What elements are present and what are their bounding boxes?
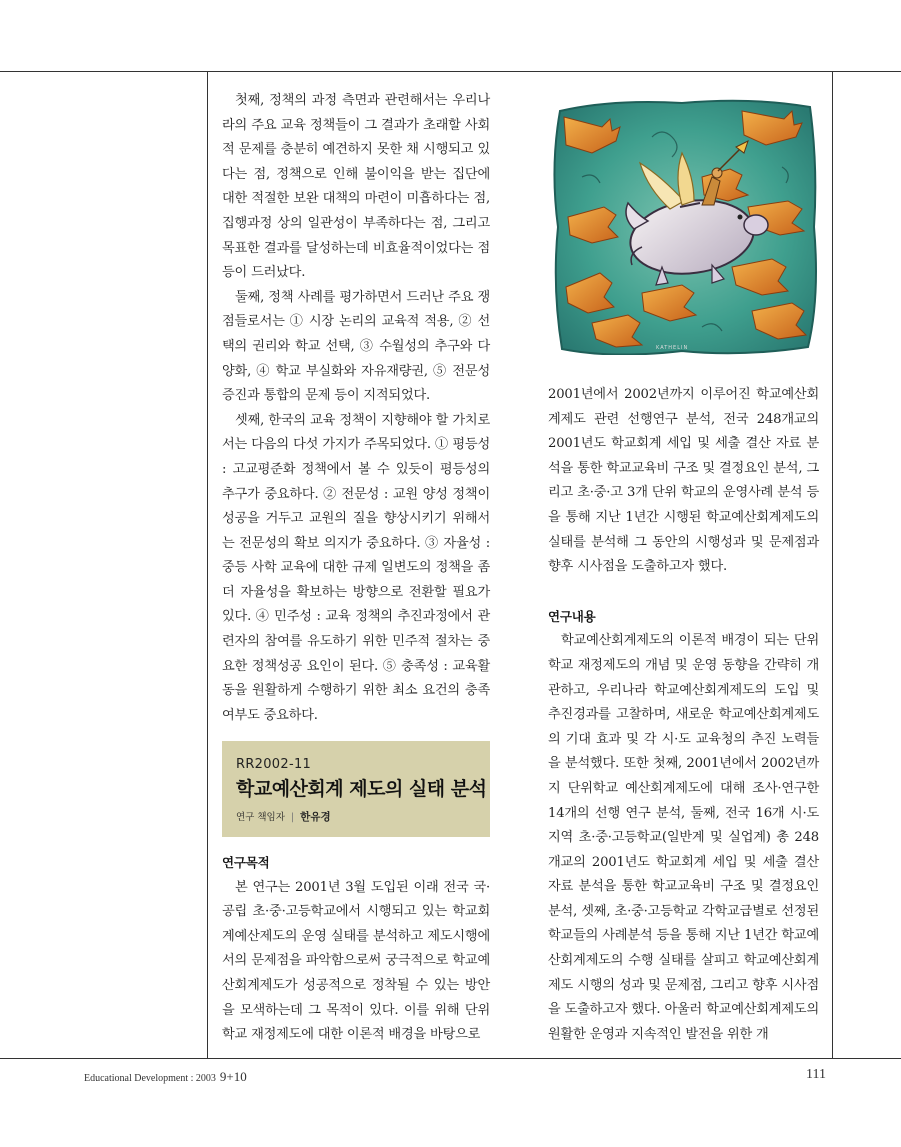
illustration-signature: KATHELIN [656,345,689,351]
right-vertical-rule [832,71,833,1059]
author-label: 연구 책임자 [236,812,285,823]
bottom-rule [0,1058,901,1059]
page-number: 111 [806,1067,826,1082]
right-column-text [548,383,819,1047]
paragraph: 학교예산회계제도의 이론적 배경이 되는 단위학교 재정제도의 개념 및 운영 동향을 간략히 개관하고, 우리나라 학교예산회계제도의 도입 및 추진경과를 고찰하며, 새로운 학교예산회계제도의 기대 효과 및 각 시·도 교육청의 추진 노력들을 분석했다. 또한 첫째, 2001년에서 2002년까지 단위학교 예산회계제도에 대해 조사·연구한 14개의 선행 연구 분석, 둘째, 전국 16개 시·도 지역 초·중·고등학교(일반계 및 실업계) 총 248개교의 2001년도 학교회계 세입 및 세출 결산 자료 분석을 통한 학교교육비 구조 및 결정요인 분석, 셋째, 초·중·고등학교 각학교급별로 선정된 학교들의 사례분석 등을 통해 지난 1년간 학교예산회계제도의 수행 실태를 살피고 학교예산회계제도 시행의 성과 및 문제점, 그리고 향후 시사점을 도출하고자 했다. 아울러 학교예산회계제도의 원활한 운영과 지속적인 발전을 위한 개 [548,633,819,1042]
footer-journal [84,1069,247,1085]
author-separator: | [290,812,295,823]
paragraph: 2001년에서 2002년까지 이루어진 학교예산회계제도 관련 선행연구 분석, 전국 248개교의 2001년도 학교회계 세입 및 세출 결산 자료 분석을 통한 학교교육비 구조 및 결정요인 분석, 그리고 초·중·고 3개 단위 학교의 운영사례 분석 등을 통해 지난 1년간 시행된 학교예산회계제도의 실태를 분석해 그 동안의 시행성과 및 문제점과 향후 시사점을 도출하고자 했다. [548,387,819,575]
paragraph: 셋째, 한국의 교육 정책이 지향해야 할 가치로서는 다음의 다섯 가지가 주목되었다. ① 평등성 : 고교평준화 정책에서 볼 수 있듯이 평등성의 추구가 중요하다. ② 전문성 : 교원 양성 정책이 성공을 거두고 교원의 질을 향상시키기 위해서는 전문성의 확보 의지가 중요하다. ③ 자율성 : 중등 사학 교육에 대한 규제 일변도의 정책을 좀더 자율성을 확보하는 방향으로 전환할 필요가 있다. ④ 민주성 : 교육 정책의 추진과정에서 관련자의 참여를 유도하기 위한 민주적 절차는 중요한 정책성공 요인이 된다. ⑤ 충족성 : 교육활동을 원활하게 수행하기 위한 최소 요건의 충족 여부도 중요하다. [222,412,490,723]
top-rule [0,71,901,72]
author-name: 한유경 [300,811,331,823]
left-column-text [222,89,490,728]
section-heading: 연구내용 [548,608,596,624]
report-title: 학교예산회계 제도의 실태 분석 [236,778,487,800]
journal-name: Educational Development : 2003 [84,1073,216,1084]
purpose-section [222,851,490,1048]
piggy-bank-illustration [552,97,818,355]
paragraph: 둘째, 정책 사례를 평가하면서 드러난 주요 쟁점들로서는 ① 시장 논리의 교육적 적용, ② 선택의 권리와 학교 선택, ③ 수월성의 추구와 다양화, ④ 학교 부실화와 자유재량권, ⑤ 전문성 증진과 통합의 문제 등이 지적되었다. [222,289,490,404]
issue-number: 9+10 [219,1069,247,1084]
paragraph: 본 연구는 2001년 3월 도입된 이래 전국 국·공립 초·중·고등학교에서 시행되고 있는 학교회계예산제도의 운영 실태를 분석하고 제도시행에서의 문제점을 파악함으로써 궁극적으로 학교예산회계제도가 성공적으로 정착될 수 있는 방안을 모색하는데 그 목적이 있다. 이를 위해 단위학교 재정제도에 대한 이론적 배경을 바탕으로 [222,879,490,1043]
report-author [236,809,476,824]
left-vertical-rule [207,71,208,1059]
paragraph: 첫째, 정책의 과정 측면과 관련해서는 우리나라의 주요 교육 정책들이 그 결과가 초래할 사회적 문제를 충분히 예견하지 못한 채 시행되고 있다는 점, 정책으로 인해 불이익을 받는 집단에 대한 적절한 보완 대책의 마련이 미흡하다는 점, 집행과정 상의 일관성이 부족하다는 점, 그리고 목표한 결과를 달성하는데 비효율적이었다는 점 등이 드러났다. [222,93,490,281]
report-title-box [222,741,490,837]
section-heading: 연구목적 [222,855,270,870]
report-code: RR2002-11 [236,757,312,772]
